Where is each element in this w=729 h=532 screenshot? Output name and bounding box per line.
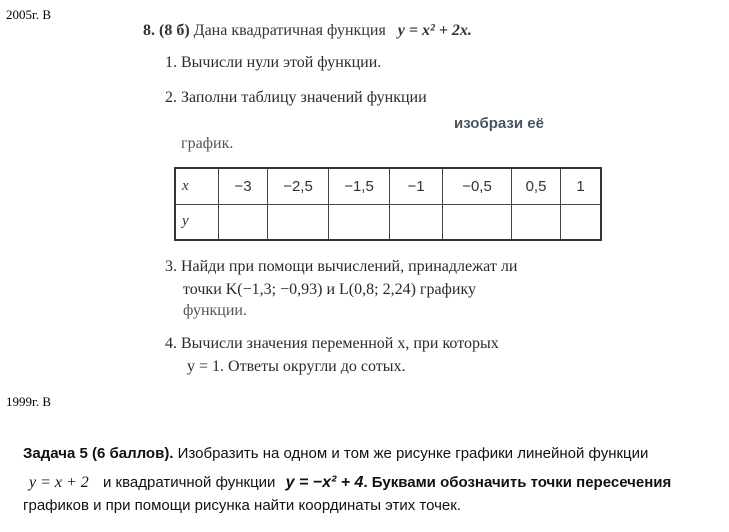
task8-function: y = x² + 2x. [397,22,472,39]
table-y-cell[interactable] [390,204,443,240]
task5-text-2b: . Буквами обозначить точки пересечения [363,474,672,491]
table-x-cell: −3 [219,168,268,204]
table-row-x [175,168,601,204]
task8-item-3-line3: функции. [183,302,247,319]
task5-eq-quadratic: y = −x² + 4 [285,474,364,491]
task8-item-2-graph: график. [181,135,234,152]
task8-item-4-line2: y = 1. Ответы округли до сотых. [187,358,406,375]
year-2005-label: 2005г. В [6,7,52,22]
task8-intro: Дана квадратичная функция [193,22,386,39]
task5-line-1 [23,445,648,462]
table-x-cell: −1 [390,168,443,204]
table-x-cell: −0,5 [443,168,512,204]
table-y-cell[interactable] [268,204,329,240]
task8-number: 8. (8 б) [143,22,190,39]
task8-item-2-continuation: изобрази её [454,115,544,132]
year-1999-label: 1999г. В [6,394,52,409]
task5-title: Задача 5 (6 баллов). [23,445,174,462]
task5-text-1: Изобразить на одном и том же рисунке графики линейной функции [177,445,649,462]
table-y-cell[interactable] [561,204,602,240]
table-y-label: y [175,204,219,240]
table-x-cell: −2,5 [268,168,329,204]
task5-text-2a: и квадратичной функции [102,474,276,491]
task8-item-4: 4. Вычисли значения переменной x, при которых [165,335,499,352]
task8-item-3: 3. Найди при помощи вычислений, принадлежат ли [165,258,518,275]
table-row-y [175,204,601,240]
table-x-label: x [175,168,219,204]
task8-item-1: 1. Вычисли нули этой функции. [165,54,382,71]
table-x-cell: 1 [561,168,602,204]
task5-eq-linear: y = x + 2 [29,474,89,491]
task8-header [143,22,472,40]
table-y-cell[interactable] [512,204,561,240]
task8-item-2: 2. Заполни таблицу значений функции [165,89,427,106]
task5-line-3: графиков и при помощи рисунка найти координаты этих точек. [23,497,461,514]
task5-line-2 [29,474,671,492]
table-y-cell[interactable] [443,204,512,240]
table-y-cell[interactable] [329,204,390,240]
task8-item-3-line2: точки K(−1,3; −0,93) и L(0,8; 2,24) графику [183,281,477,298]
values-table [174,167,602,241]
table-x-cell: −1,5 [329,168,390,204]
table-y-cell[interactable] [219,204,268,240]
table-x-cell: 0,5 [512,168,561,204]
